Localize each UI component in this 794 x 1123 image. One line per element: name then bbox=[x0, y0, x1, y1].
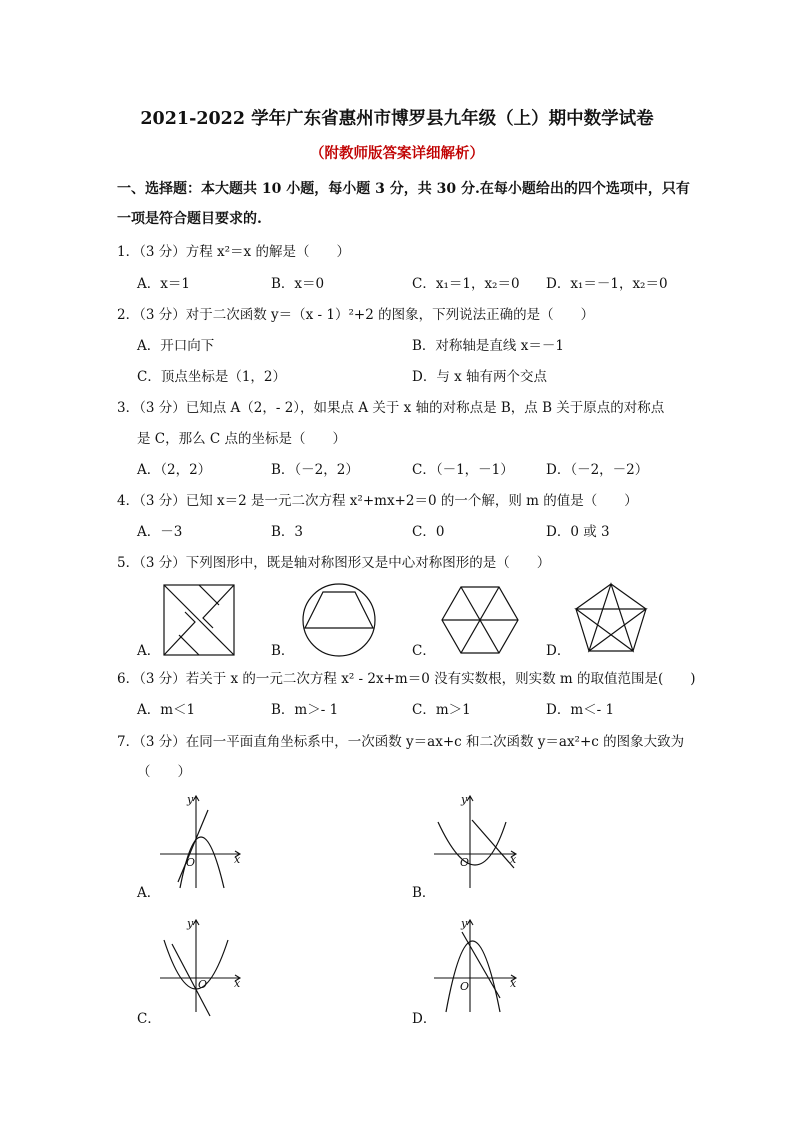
y-axis-label: y bbox=[461, 793, 468, 806]
paper-subtitle: （附教师版答案详细解析） bbox=[310, 145, 484, 162]
question-number: 3． bbox=[117, 400, 140, 416]
question-number: 7． bbox=[117, 734, 140, 750]
y-axis-label: y bbox=[187, 793, 194, 806]
origin-label: O bbox=[460, 856, 470, 869]
question-4 bbox=[117, 489, 638, 509]
question-text: 已知点 A（2，- 2），如果点 A 关于 x 轴的对称点是 B，点 B 关于原点的对称点 bbox=[185, 400, 665, 416]
question-text: 已知 x＝2 是一元二次方程 x²+mx+2＝0 的一个解，则 m 的值是（ ） bbox=[185, 493, 638, 509]
q5-option-a: A． bbox=[137, 643, 161, 659]
line bbox=[178, 810, 208, 882]
q4-option-c: C．0 bbox=[412, 524, 445, 540]
question-3-continued: 是 C，那么 C 点的坐标是（ ） bbox=[137, 431, 347, 447]
y-axis-label: y bbox=[461, 917, 468, 930]
question-text: 对于二次函数 y＝（x - 1）²+2 的图象，下列说法正确的是（ ） bbox=[185, 307, 595, 323]
origin-label: O bbox=[186, 856, 196, 869]
graph-a bbox=[160, 788, 250, 888]
q4-option-b: B．3 bbox=[271, 524, 304, 540]
question-7-continued: （ ） bbox=[137, 764, 191, 780]
q6-option-b: B．m＞- 1 bbox=[271, 702, 339, 718]
question-text: 若关于 x 的一元二次方程 x² - 2x+m＝0 没有实数根，则实数 m 的取值范围是( ) bbox=[185, 671, 696, 687]
q6-option-a: A．m＜1 bbox=[137, 702, 196, 718]
q1-option-b: B．x＝0 bbox=[271, 276, 325, 292]
line bbox=[472, 820, 514, 868]
q2-option-d: D．与 x 轴有两个交点 bbox=[412, 369, 548, 385]
graph-d bbox=[434, 912, 524, 1012]
q2-option-b: B．对称轴是直线 x＝－1 bbox=[412, 338, 564, 354]
question-number: 1． bbox=[117, 244, 140, 260]
q3-option-b: B．（－2，2） bbox=[271, 462, 359, 478]
question-score: （3 分） bbox=[139, 671, 186, 687]
q3-option-c: C．（－1，－1） bbox=[412, 462, 514, 478]
q2-option-c: C．顶点坐标是（1，2） bbox=[137, 369, 287, 385]
pentagram-figure bbox=[574, 582, 648, 654]
q5-option-b: B． bbox=[271, 643, 295, 659]
graph-b bbox=[434, 788, 524, 888]
origin-label: O bbox=[460, 980, 470, 993]
q5-option-d: D． bbox=[546, 643, 571, 659]
question-5 bbox=[117, 551, 550, 571]
question-number: 4． bbox=[117, 493, 140, 509]
hexagon-figure bbox=[441, 585, 519, 655]
question-number: 5． bbox=[117, 555, 140, 571]
x-axis-label: x bbox=[234, 853, 241, 866]
question-text: 方程 x²＝x 的解是（ ） bbox=[185, 244, 350, 260]
square-pinwheel-figure bbox=[163, 584, 235, 656]
question-score: （3 分） bbox=[139, 244, 186, 260]
q2-option-a: A．开口向下 bbox=[137, 338, 215, 354]
origin-label: O bbox=[198, 978, 208, 991]
q1-option-a: A．x＝1 bbox=[137, 276, 190, 292]
y-axis-label: y bbox=[187, 917, 194, 930]
q6-option-d: D．m＜- 1 bbox=[546, 702, 615, 718]
question-score: （3 分） bbox=[139, 400, 186, 416]
question-2 bbox=[117, 303, 594, 323]
q5-option-c: C． bbox=[412, 643, 436, 659]
paper-title: 2021-2022 学年广东省惠州市博罗县九年级（上）期中数学试卷 bbox=[140, 109, 654, 129]
x-axis-label: x bbox=[234, 977, 241, 990]
question-1 bbox=[117, 240, 350, 260]
graph-c bbox=[160, 912, 250, 1012]
question-score: （3 分） bbox=[139, 734, 186, 750]
section-heading-line2: 一项是符合题目要求的. bbox=[117, 211, 262, 227]
q1-option-d: D．x₁＝－1，x₂＝0 bbox=[546, 276, 668, 292]
q3-option-a: A．（2，2） bbox=[137, 462, 212, 478]
q4-option-a: A．－3 bbox=[137, 524, 183, 540]
question-text: 在同一平面直角坐标系中，一次函数 y＝ax+c 和二次函数 y＝ax²+c 的图象大致为 bbox=[185, 734, 685, 750]
question-score: （3 分） bbox=[139, 493, 186, 509]
q1-option-c: C．x₁＝1，x₂＝0 bbox=[412, 276, 520, 292]
question-number: 6． bbox=[117, 671, 140, 687]
parabola bbox=[438, 822, 506, 865]
question-3 bbox=[117, 396, 664, 416]
q7-option-a: A． bbox=[137, 885, 161, 901]
section-heading-line1: 一、选择题：本大题共 10 小题，每小题 3 分，共 30 分.在每小题给出的四个选项中，只有 bbox=[117, 181, 690, 197]
q6-option-c: C．m＞1 bbox=[412, 702, 471, 718]
circle-trapezoid-figure bbox=[301, 582, 377, 658]
q4-option-d: D．0 或 3 bbox=[546, 524, 610, 540]
q7-option-c: C． bbox=[137, 1011, 161, 1027]
question-text: 下列图形中，既是轴对称图形又是中心对称图形的是（ ） bbox=[185, 555, 551, 571]
x-axis-label: x bbox=[510, 853, 517, 866]
question-number: 2． bbox=[117, 307, 140, 323]
question-6 bbox=[117, 667, 696, 687]
x-axis-label: x bbox=[510, 977, 517, 990]
q3-option-d: D．（－2，－2） bbox=[546, 462, 649, 478]
question-7 bbox=[117, 730, 684, 750]
question-score: （3 分） bbox=[139, 307, 186, 323]
question-score: （3 分） bbox=[139, 555, 186, 571]
q7-option-d: D． bbox=[412, 1011, 437, 1027]
q7-option-b: B． bbox=[412, 885, 436, 901]
